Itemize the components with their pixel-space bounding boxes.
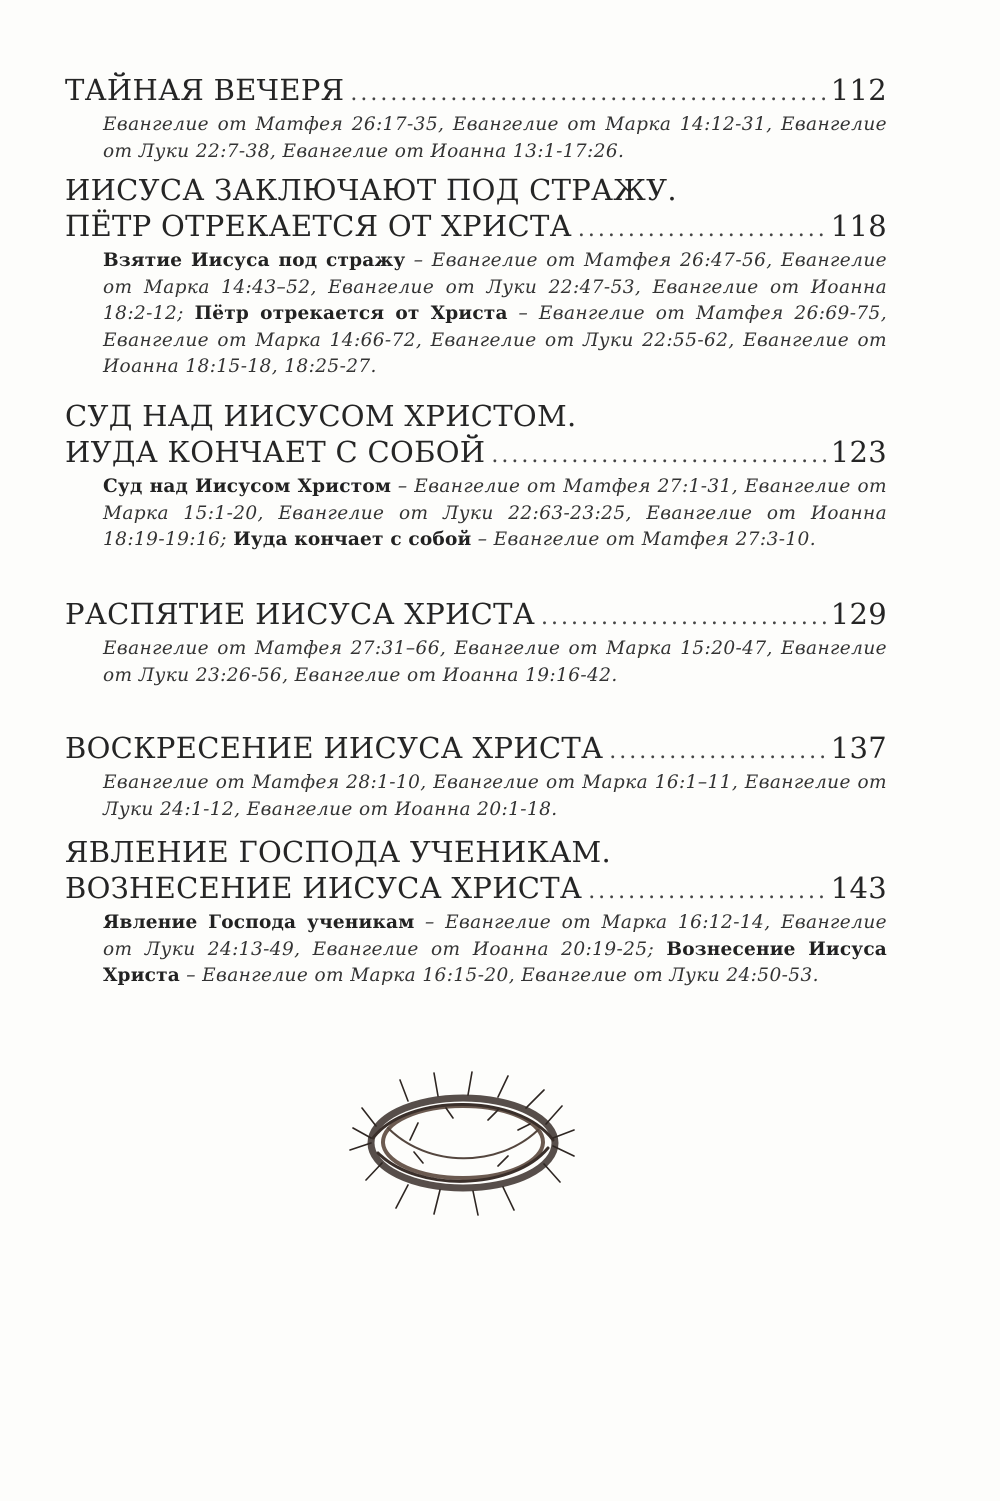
gospel-reference: – Евангелие от Марка 16:12-14, Евангелие от Луки 24:13-49, Евангелие от Иоанна 20:19-25; [103,912,887,960]
section-heading: Иуда кончает с собой [233,529,472,550]
toc-entry[interactable] [65,72,887,165]
crown-of-thorns-icon [348,1068,578,1218]
section-heading: Вознесение Иисуса Христа [103,938,887,986]
toc-title-text: ЯВЛЕНИЕ ГОСПОДА УЧЕНИКАМ. [65,835,611,869]
toc-title [65,434,887,474]
dot-leader [541,600,827,636]
toc-page-number[interactable]: 129 [830,597,887,631]
toc-gospel-references [103,248,887,381]
toc-gospel-references [103,112,887,165]
toc-gospel-references [103,910,887,990]
toc-entry[interactable] [65,398,887,554]
section-heading: Пётр отрекается от Христа [194,303,508,324]
gospel-reference: – Евангелие от Матфея 26:69-75, Евангелие от Марка 14:66-72, Евангелие от Луки 22:55-62, Евангелие от Иоанна 18:15-18, 18:25-27. [103,303,887,377]
gospel-reference: Евангелие от Матфея 26:17-35, Евангелие от Марка 14:12-31, Евангелие от Луки 22:7-38, Евангелие от Иоанна 13:1-17:26. [103,114,887,162]
toc-title-text: ВОСКРЕСЕНИЕ ИИСУСА ХРИСТА [65,731,604,765]
toc-entry[interactable] [65,596,887,689]
toc-title-text: СУД НАД ИИСУСОМ ХРИСТОМ. [65,399,577,433]
toc-entry[interactable] [65,730,887,823]
dot-leader [578,212,827,248]
dot-leader [588,874,827,910]
toc-page-number[interactable]: 137 [830,731,887,765]
section-heading: Суд над Иисусом Христом [103,476,392,497]
gospel-reference: – Евангелие от Матфея 27:3-10. [471,529,817,550]
toc-title [65,208,887,248]
toc-page-number[interactable]: 123 [830,435,887,469]
toc-gospel-references [103,770,887,823]
gospel-reference: – Евангелие от Матфея 27:1-31, Евангелие от Марка 15:1-20, Евангелие от Луки 22:63-23:25, Евангелие от Иоанна 18:19-19:16; [103,476,887,550]
toc-gospel-references [103,474,887,554]
section-heading: Взятие Иисуса под стражу [103,250,406,271]
toc-title [65,870,887,910]
toc-page-number[interactable]: 143 [830,871,887,905]
toc-title [65,72,887,112]
toc-title-text: ТАЙНАЯ ВЕЧЕРЯ [65,73,345,107]
toc-title-text: ПЁТР ОТРЕКАЕТСЯ ОТ ХРИСТА [65,209,572,243]
toc-title [65,596,887,636]
toc-title-text: РАСПЯТИЕ ИИСУСА ХРИСТА [65,597,536,631]
gospel-reference: – Евангелие от Матфея 26:47-56, Евангелие от Марка 14:43–52, Евангелие от Луки 22:47-53, Евангелие от Иоанна 18:2-12; [103,250,887,324]
toc-title-text: ИИСУСА ЗАКЛЮЧАЮТ ПОД СТРАЖУ. [65,173,677,207]
gospel-reference: Евангелие от Матфея 27:31–66, Евангелие от Марка 15:20-47, Евангелие от Луки 23:26-56, Евангелие от Иоанна 19:16-42. [103,638,887,686]
toc-page-number[interactable]: 112 [830,73,887,107]
dot-leader [491,438,826,474]
gospel-reference: – Евангелие от Марка 16:15-20, Евангелие от Луки 24:50-53. [179,965,819,986]
section-heading: Явление Господа ученикам [103,912,415,933]
toc-title [65,398,887,434]
toc-title [65,834,887,870]
toc-entry[interactable] [65,834,887,990]
dot-leader [609,734,826,770]
toc-entry[interactable] [65,172,887,381]
toc-page-number[interactable]: 118 [830,209,887,243]
dot-leader [350,76,826,112]
toc-title-text: ИУДА КОНЧАЕТ С СОБОЙ [65,435,486,469]
toc-title-text: ВОЗНЕСЕНИЕ ИИСУСА ХРИСТА [65,871,583,905]
gospel-reference: Евангелие от Матфея 28:1-10, Евангелие от Марка 16:1–11, Евангелие от Луки 24:1-12, Евангелие от Иоанна 20:1-18. [103,772,887,820]
toc-title [65,172,887,208]
toc-gospel-references [103,636,887,689]
toc-title [65,730,887,770]
